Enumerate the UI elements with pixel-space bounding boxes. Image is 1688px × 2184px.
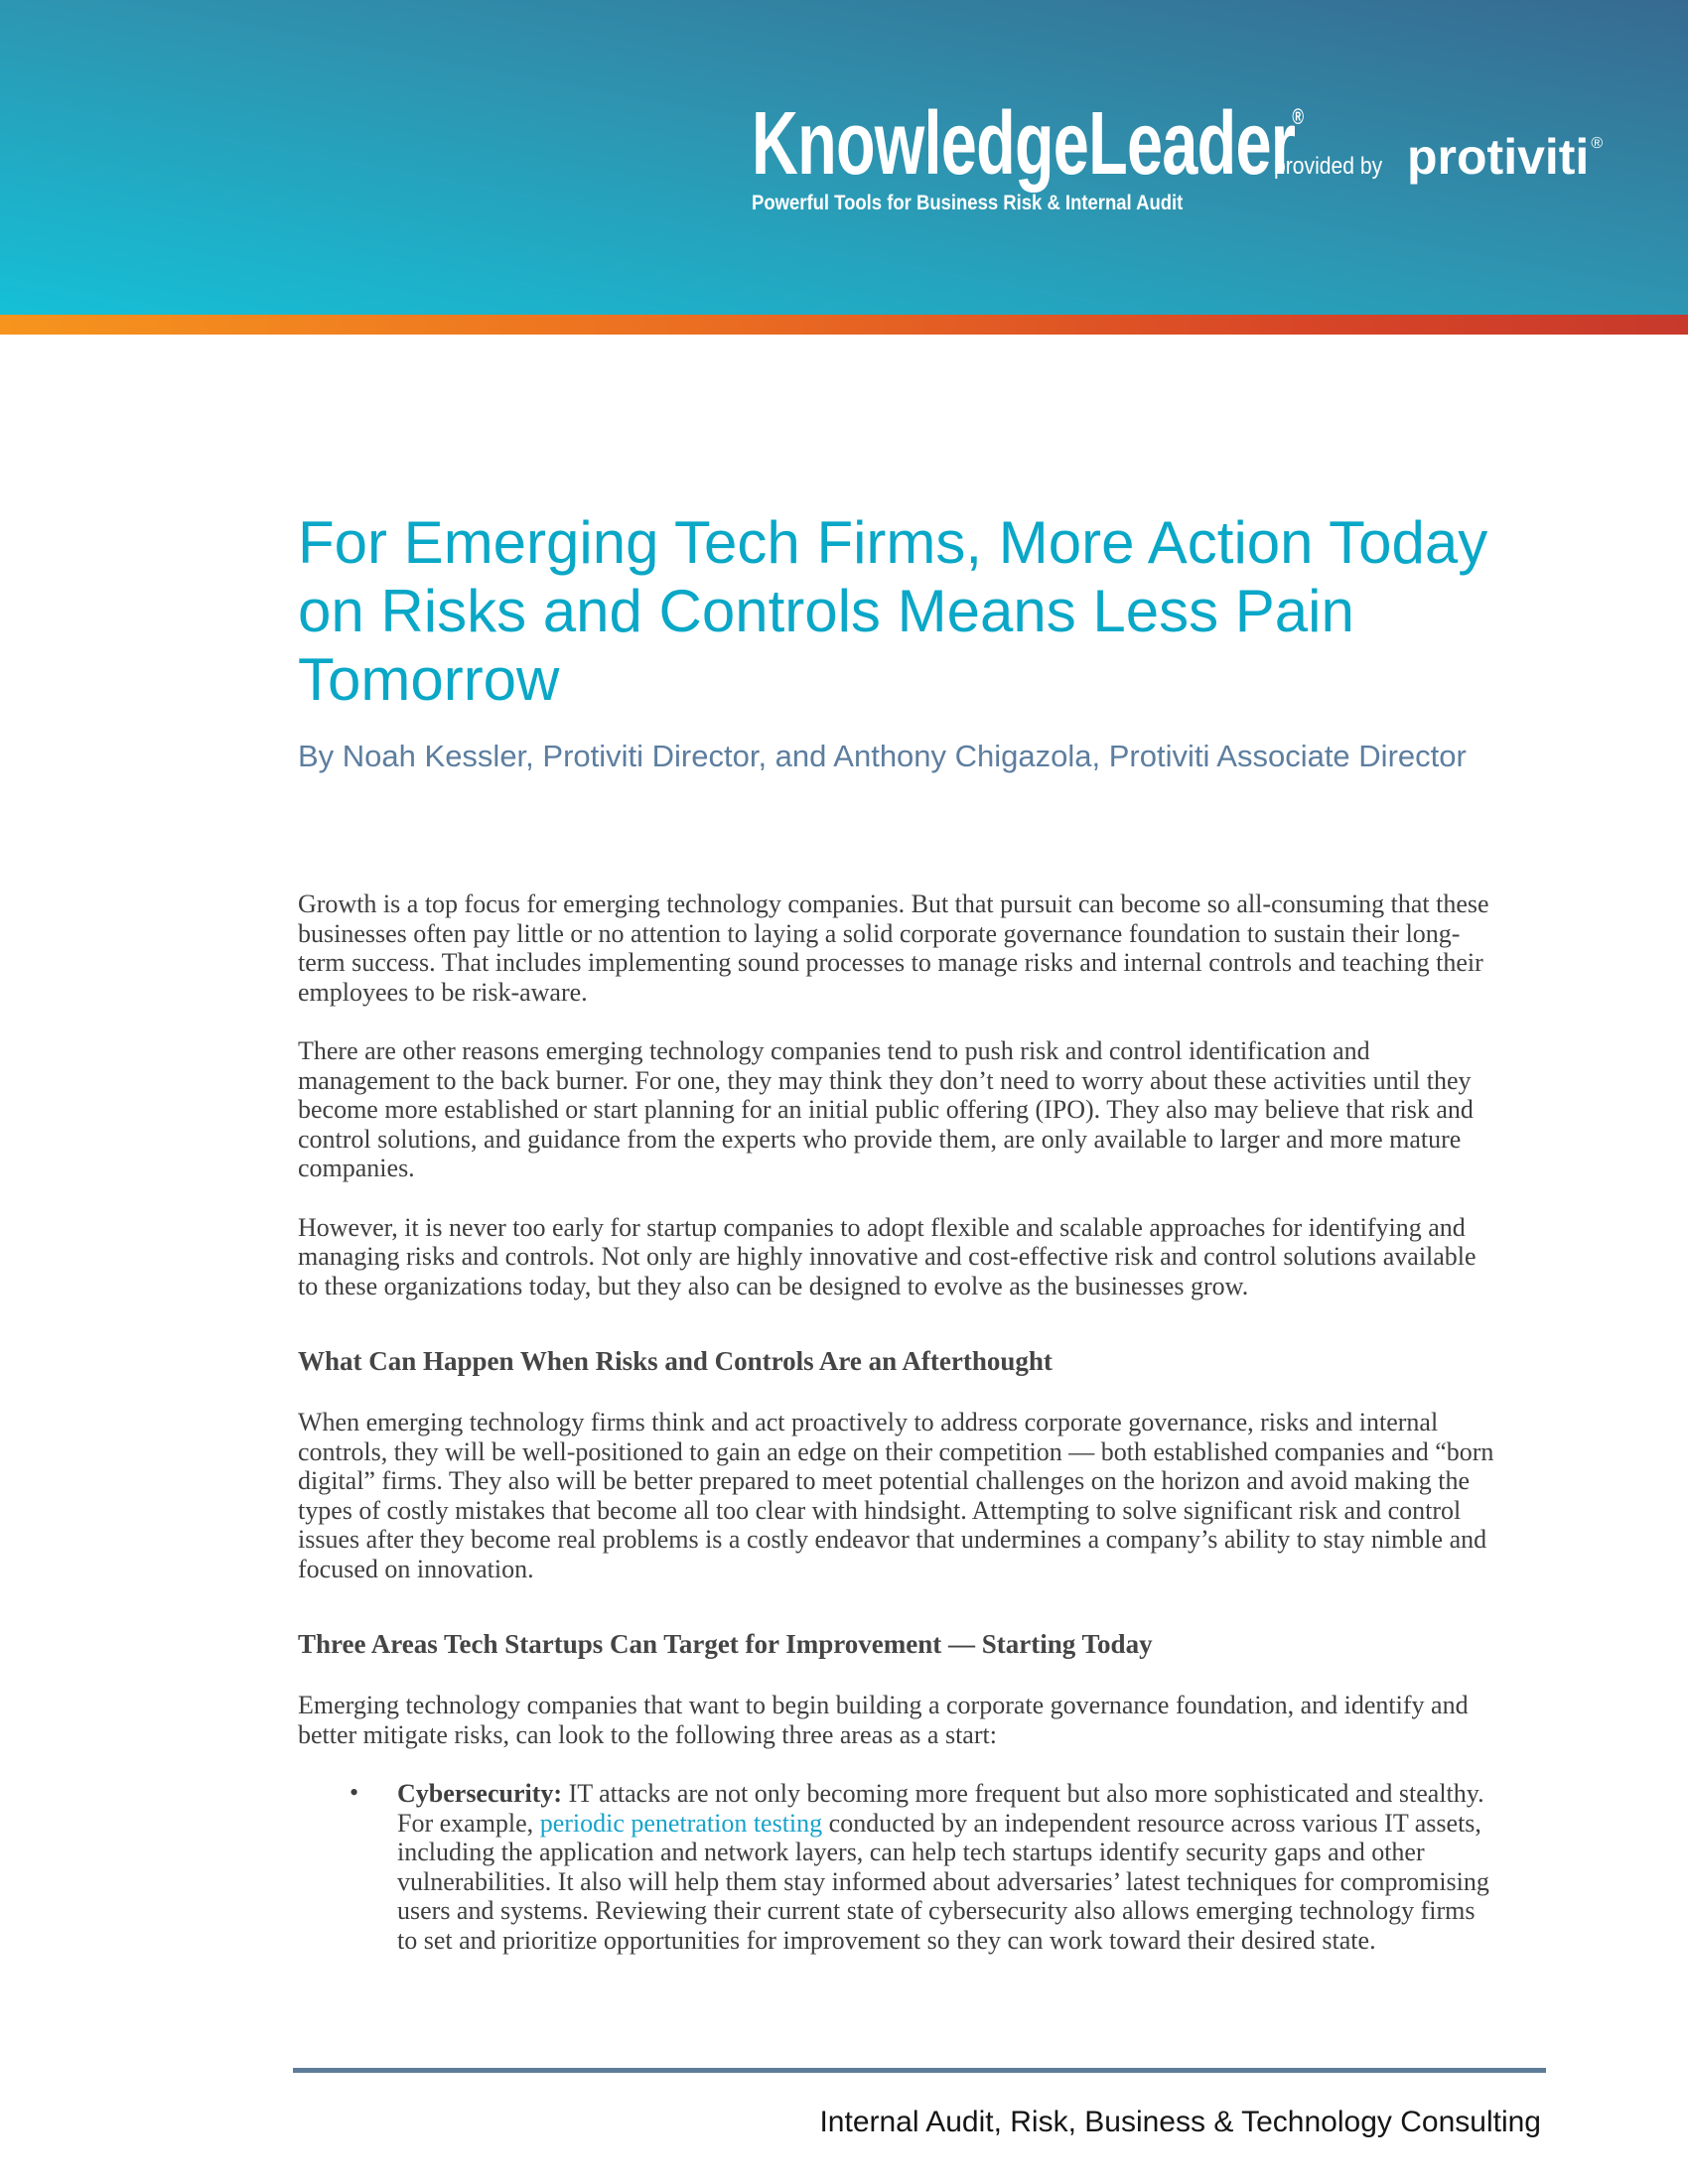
- bullet-list: [298, 1779, 1494, 1955]
- registered-mark-icon: ®: [1292, 104, 1304, 129]
- header-banner: [0, 0, 1688, 315]
- footer-text: Internal Audit, Risk, Business & Technology Consulting: [819, 2106, 1541, 2138]
- knowledgeleader-wordmark: [752, 94, 1306, 194]
- list-item-cybersecurity: [298, 1779, 1494, 1955]
- provided-by-wrap: [1274, 155, 1391, 179]
- bullet-icon: •: [350, 1778, 359, 1807]
- bullet-text: conducted by an independent resource across various IT assets, including the application and network layers, can help tech startups identify security gaps and other vulnerabilities. It also will help them stay informed about adversaries’ latest techniques for compromising users and systems. Reviewing their current state of cybersecurity also allows emerging technology firms to set and prioritize opportunities for improvement so they can work toward their desired state.: [397, 1808, 1489, 1955]
- penetration-testing-link[interactable]: periodic penetration testing: [539, 1808, 823, 1838]
- paragraph: Growth is a top focus for emerging technology companies. But that pursuit can become so all-consuming that these businesses often pay little or no attention to laying a solid corporate governance foundation to sustain their long-term success. That includes implementing sound processes to manage risks and internal controls and teaching their employees to be risk-aware.: [298, 889, 1489, 1007]
- protiviti-logo: [1407, 129, 1604, 185]
- paragraph: There are other reasons emerging technology companies tend to push risk and control identification and management to the back burner. For one, they may think they don’t need to worry about these activities until they become more established or start planning for an initial public offering (IPO). They also may believe that risk and control solutions, and guidance from the experts who provide them, are only available to larger and more mature companies.: [298, 1036, 1474, 1182]
- paragraph: However, it is never too early for startup companies to adopt flexible and scalable approaches for identifying and managing risks and controls. Not only are highly innovative and cost-effective risk and control solutions available to these organizations today, but they also can be designed to evolve as the businesses grow.: [298, 1212, 1477, 1300]
- accent-stripe: [0, 315, 1688, 335]
- article-title: For Emerging Tech Firms, More Action Today on Risks and Controls Means Less Pain Tomorrow: [298, 509, 1488, 713]
- logo-tagline: Powerful Tools for Business Risk & Internal Audit: [752, 192, 1184, 214]
- knowledgeleader-logo: [752, 94, 1304, 194]
- provided-by-text: provided by: [1274, 153, 1383, 180]
- protiviti-wordmark: protiviti: [1407, 129, 1590, 185]
- registered-mark-icon: ®: [1591, 135, 1604, 152]
- bullet-text: IT attacks are not only becoming more frequent but also more sophisticated and stealthy. For example,: [397, 1779, 1484, 1838]
- footer-divider: [293, 2068, 1546, 2073]
- brand-text: KnowledgeLeader: [752, 94, 1296, 194]
- article-byline: By Noah Kessler, Protiviti Director, and Anthony Chigazola, Protiviti Associate Director: [298, 739, 1467, 773]
- bullet-label: Cybersecurity:: [397, 1779, 563, 1808]
- article-body: [298, 889, 1494, 1980]
- section-heading-three-areas: Three Areas Tech Startups Can Target for Improvement — Starting Today: [298, 1629, 1153, 1659]
- section-heading-afterthought: What Can Happen When Risks and Controls Are an Afterthought: [298, 1346, 1053, 1376]
- paragraph: Emerging technology companies that want to begin building a corporate governance foundation, and identify and better mitigate risks, can look to the following three areas as a start:: [298, 1691, 1469, 1749]
- logo-row: [752, 94, 1604, 194]
- paragraph: When emerging technology firms think and act proactively to address corporate governance, risks and internal controls, they will be well-positioned to gain an edge on their competition — both established companies and “born digital” firms. They also will be better prepared to meet potential challenges on the horizon and avoid making the types of costly mistakes that become all too clear with hindsight. Attempting to solve significant risk and control issues after they become real problems is a costly endeavor that undermines a company’s ability to stay nimble and focused on innovation.: [298, 1408, 1494, 1583]
